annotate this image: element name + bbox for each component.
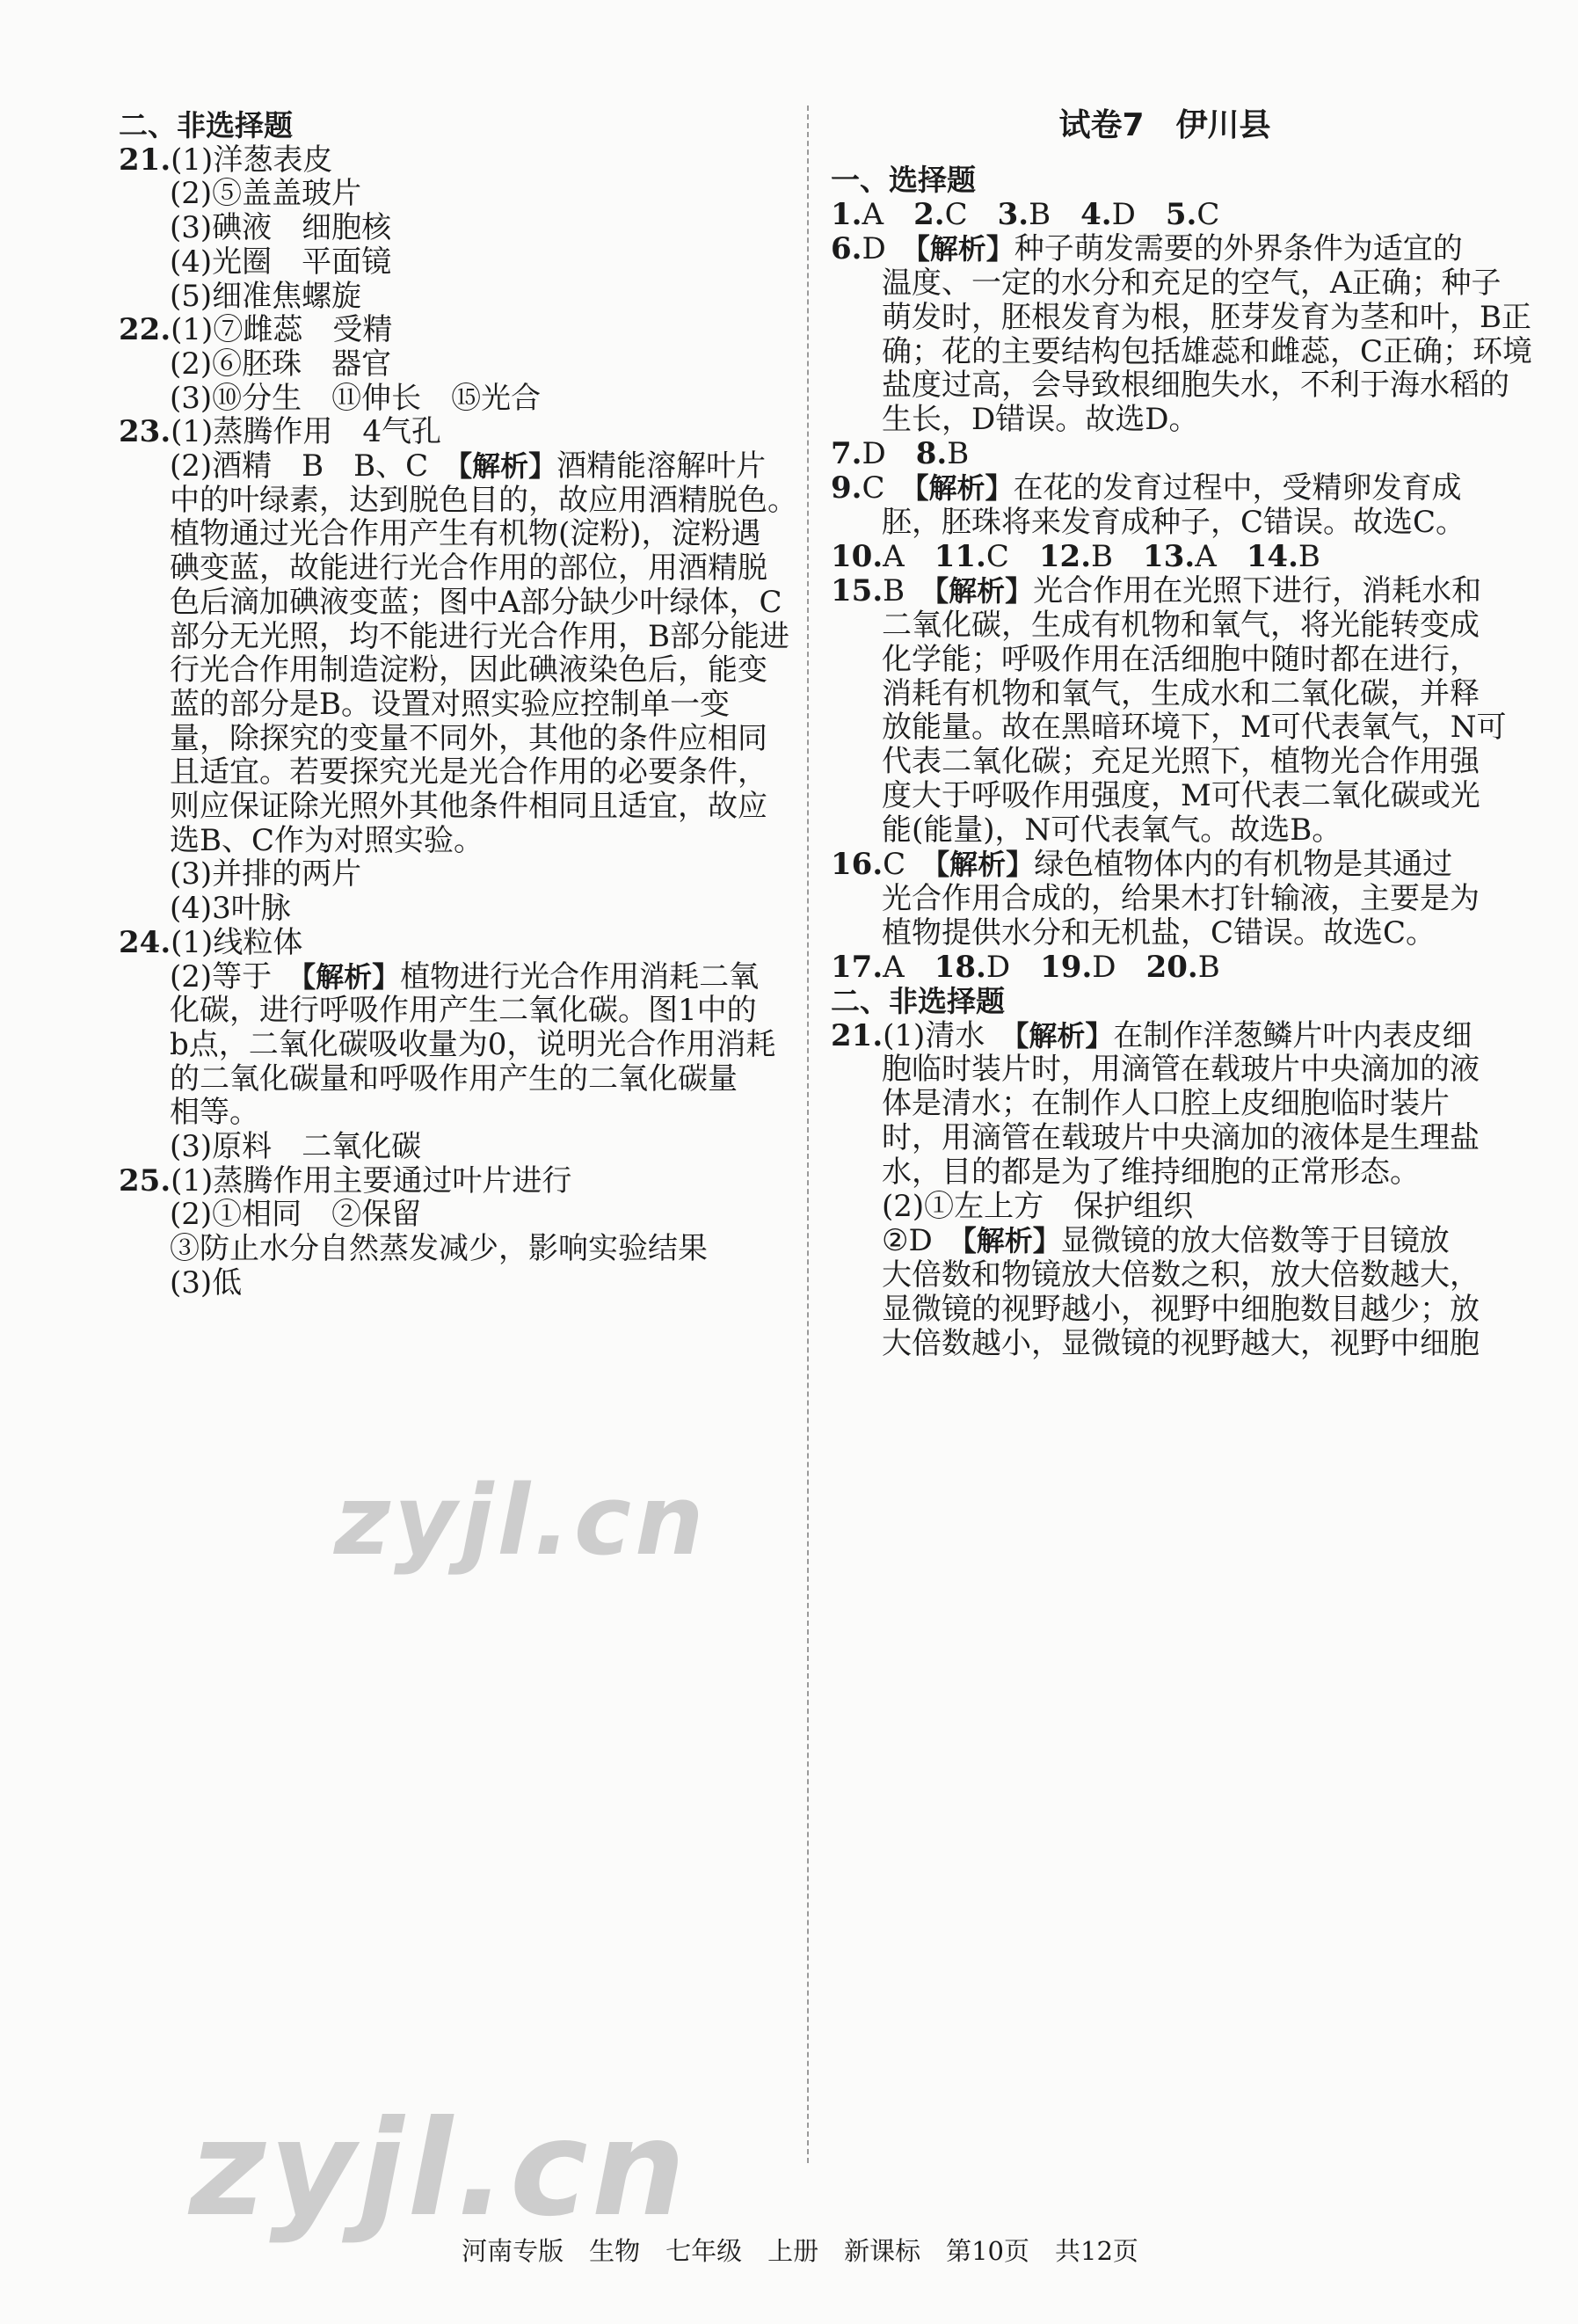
- answer-text: C: [985, 538, 1039, 574]
- answer-text: 且适宜。若要探究光是光合作用的必要条件，: [170, 754, 767, 790]
- answer-text: 部分无光照，均不能进行光合作用，B部分能进: [170, 618, 789, 654]
- answer-text: D: [862, 436, 916, 472]
- answer-text: (1)蒸腾作用 4气孔: [171, 414, 441, 450]
- analysis-text: 植物进行光合作用消耗二氧: [400, 958, 760, 994]
- question-number: 10.: [831, 538, 884, 574]
- answer-text: 蓝的部分是B。设置对照实验应控制单一变: [170, 686, 730, 722]
- analysis-text: 光合作用在光照下进行，消耗水和: [1033, 572, 1482, 608]
- answer-text: 碘变蓝，故能进行光合作用的部位，用酒精脱: [170, 550, 767, 586]
- answer-text: 一、选择题: [831, 163, 976, 197]
- watermark: zyjl.cn: [334, 1464, 708, 1577]
- answer-text: (2)酒精 B B、C: [170, 448, 429, 484]
- analysis-text: 在花的发育过程中，受精卵发育成: [1013, 470, 1462, 506]
- answer-text: 能(能量)，N可代表氧气。故选B。: [882, 812, 1342, 849]
- answer-text: D: [862, 230, 886, 266]
- answer-text: D: [1092, 949, 1146, 985]
- question-number: 11.: [934, 538, 986, 574]
- answer-text: C: [944, 196, 998, 232]
- analysis-tag: 【解析】: [915, 231, 1014, 266]
- answer-text: 生长，D错误。故选D。: [882, 402, 1199, 438]
- answer-text: B: [947, 436, 970, 472]
- answer-text: 光合作用合成的，给果木打针输液，主要是为: [882, 880, 1480, 916]
- answer-text: (1)蒸腾作用主要通过叶片进行: [171, 1162, 572, 1198]
- answer-text: (4)光圈 平面镜: [170, 244, 392, 280]
- answer-text: (3)碘液 细胞核: [170, 210, 392, 246]
- answer-text: 相等。: [170, 1095, 259, 1131]
- answer-text: 植物提供水分和无机盐，C错误。故选C。: [882, 914, 1436, 951]
- answer-text: 中的叶绿素，达到脱色目的，故应用酒精脱色。: [170, 482, 797, 518]
- answer-text: 二、非选择题: [831, 983, 1005, 1018]
- question-number: 7.: [831, 436, 862, 472]
- watermark-large: zyjl.cn: [189, 2093, 689, 2246]
- question-number: 16.: [831, 847, 884, 882]
- analysis-text: 显微镜的放大倍数等于目镜放: [1060, 1222, 1450, 1258]
- analysis-tag: 【解析】: [302, 959, 401, 994]
- question-number: 1.: [831, 196, 862, 232]
- answer-text: 选B、C作为对照实验。: [170, 822, 484, 858]
- question-number: 15.: [831, 572, 884, 608]
- answer-text: A: [883, 949, 934, 985]
- answer-text: A: [883, 538, 934, 574]
- answer-text: B: [1298, 538, 1320, 574]
- answer-text: C: [1196, 196, 1220, 232]
- analysis-text: 绿色植物体内的有机物是其通过: [1034, 847, 1453, 882]
- answer-text: 萌发时，胚根发育为根，胚芽发育为茎和叶，B正: [882, 299, 1531, 335]
- answer-text: 量，除探究的变量不同外，其他的条件应相同: [170, 720, 767, 756]
- question-number: 25.: [119, 1162, 171, 1198]
- answer-text: 行光合作用制造淀粉，因此碘液染色后，能变: [170, 652, 767, 688]
- answer-text: 水，目的都是为了维持细胞的正常形态。: [882, 1155, 1420, 1191]
- answer-text: B: [1091, 538, 1144, 574]
- answer-text: 盐度过高，会导致根细胞失水，不利于海水稻的: [882, 368, 1509, 404]
- question-number: 14.: [1246, 538, 1298, 574]
- answer-text: 体是清水；在制作人口腔上皮细胞临时装片: [882, 1086, 1450, 1122]
- question-number: 19.: [1040, 949, 1093, 985]
- question-number: 5.: [1165, 196, 1197, 232]
- exam-title: 试卷7 伊川县: [1058, 107, 1271, 143]
- answer-line: [170, 1227, 708, 1271]
- answer-text: 确；花的主要结构包括雄蕊和雌蕊，C正确；环境: [882, 333, 1533, 369]
- answer-text: (2)①相同 ②保留: [170, 1197, 422, 1233]
- answer-text: 色后滴加碘液变蓝；图中A部分缺少叶绿体，C: [170, 584, 782, 620]
- answer-text: (1)线粒体: [171, 924, 303, 960]
- question-number: 9.: [831, 470, 862, 506]
- analysis-text: 种子萌发需要的外界条件为适宜的: [1014, 230, 1463, 266]
- answer-text: C: [862, 470, 885, 506]
- answer-text: b点，二氧化碳吸收量为0，说明光合作用消耗: [170, 1026, 776, 1062]
- question-number: 21.: [831, 1017, 884, 1053]
- question-number: 4.: [1080, 196, 1112, 232]
- answer-text: 胞临时装片时，用滴管在载玻片中央滴加的液: [882, 1052, 1480, 1088]
- answer-text: 消耗有机物和氧气，生成水和二氧化碳，并释: [882, 675, 1480, 711]
- analysis-tag: 【解析】: [935, 848, 1035, 881]
- answer-text: D: [1111, 196, 1166, 232]
- question-number: 6.: [831, 230, 862, 266]
- answer-text: (3)并排的两片: [170, 856, 362, 892]
- answer-text: 二氧化碳，生成有机物和氧气，将光能转变成: [882, 607, 1480, 643]
- answer-line: [170, 1261, 242, 1305]
- answer-text: 植物通过光合作用产生有机物(淀粉)，淀粉遇: [170, 516, 761, 552]
- answer-text: 化学能；呼吸作用在活细胞中随时都在进行，: [882, 641, 1480, 677]
- answer-text: B: [1029, 196, 1081, 232]
- answer-text: (3)⑩分生 ⑪伸长 ⑮光合: [170, 380, 542, 416]
- answer-text: 大倍数和物镜放大倍数之积，放大倍数越大，: [882, 1257, 1480, 1293]
- answer-text: 代表二氧化碳；充足光照下，植物光合作用强: [882, 744, 1480, 780]
- answer-text: 大倍数越小，显微镜的视野越大，视野中细胞: [882, 1325, 1480, 1361]
- answer-text: 显微镜的视野越小，视野中细胞数目越少；放: [882, 1291, 1480, 1327]
- answer-text: (5)细准焦螺旋: [170, 278, 362, 314]
- answer-text: (2)⑤盖盖玻片: [170, 176, 362, 212]
- analysis-tag: 【解析】: [914, 471, 1014, 506]
- question-number: 17.: [831, 949, 884, 985]
- answer-line: [882, 1322, 1480, 1366]
- answer-text: C: [883, 847, 906, 882]
- question-number: 20.: [1145, 949, 1198, 985]
- question-number: 3.: [997, 196, 1029, 232]
- analysis-tag: 【解析】: [458, 449, 557, 483]
- answer-text: B: [883, 572, 905, 608]
- column-divider: [807, 106, 809, 2163]
- answer-text: 度大于呼吸作用强度，M可代表二氧化碳或光: [882, 778, 1480, 814]
- question-number: 24.: [119, 924, 171, 960]
- answer-text: (2)⑥胚珠 器官: [170, 346, 392, 382]
- answer-text: 则应保证除光照外其他条件相同且适宜，故应: [170, 789, 767, 824]
- answer-text: 胚，胚珠将来发育成种子，C错误。故选C。: [882, 505, 1466, 540]
- answer-text: D: [985, 949, 1041, 985]
- answer-text: A: [1195, 538, 1247, 574]
- answer-text: (2)①左上方 保护组织: [882, 1189, 1194, 1224]
- page-footer: 河南专版 生物 七年级 上册 新课标 第10页 共12页: [462, 2236, 1138, 2266]
- question-number: 13.: [1143, 538, 1196, 574]
- question-number: 12.: [1038, 538, 1092, 574]
- answer-text: ③防止水分自然蒸发减少，影响实验结果: [170, 1231, 708, 1267]
- answer-text: 化碳，进行呼吸作用产生二氧化碳。图1中的: [170, 993, 757, 1029]
- answer-text: ②D: [882, 1222, 933, 1258]
- answer-text: (3)原料 二氧化碳: [170, 1129, 422, 1164]
- answer-text: 二、非选择题: [119, 108, 293, 142]
- analysis-text: 酒精能溶解叶片: [556, 448, 767, 484]
- analysis-tag: 【解析】: [934, 573, 1034, 608]
- analysis-text: 在制作洋葱鳞片叶内表皮细: [1113, 1017, 1473, 1053]
- answer-text: 温度、一定的水分和充足的空气，A正确；种子: [882, 265, 1502, 301]
- analysis-tag: 【解析】: [1014, 1018, 1114, 1053]
- answer-text: B: [1197, 949, 1220, 985]
- question-number: 22.: [119, 312, 171, 348]
- answer-text: (3)低: [170, 1264, 243, 1300]
- question-number: 8.: [915, 436, 948, 472]
- question-number: 18.: [934, 949, 986, 985]
- question-number: 23.: [119, 414, 171, 450]
- answer-text: (4)3叶脉: [170, 891, 291, 927]
- answer-text: 放能量。故在黑暗环境下，M可代表氧气，N可: [882, 710, 1507, 746]
- answer-text: (1)洋葱表皮: [171, 142, 333, 178]
- answer-text: 的二氧化碳量和呼吸作用产生的二氧化碳量: [170, 1060, 738, 1096]
- question-number: 21.: [119, 142, 171, 178]
- answer-text: (2)等于: [170, 958, 273, 994]
- answer-text: (1)清水: [883, 1017, 985, 1053]
- answer-text: A: [862, 196, 914, 232]
- answer-text: (1)⑦雌蕊 受精: [171, 312, 393, 348]
- answer-text: 时，用滴管在载玻片中央滴加的液体是生理盐: [882, 1120, 1480, 1156]
- analysis-tag: 【解析】: [962, 1223, 1061, 1257]
- question-number: 2.: [913, 196, 945, 232]
